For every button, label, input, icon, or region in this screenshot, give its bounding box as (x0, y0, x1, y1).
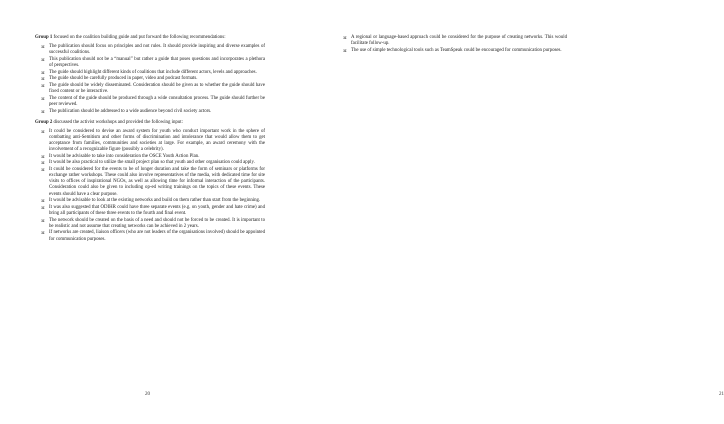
bullet-icon: ⌘ (41, 199, 45, 204)
list-item (41, 204, 265, 217)
list-item (343, 47, 567, 54)
list-item-text: It could be considered for the events to be of longer duration and take the form of seminars or platforms for exchange rather workshops. These could also involve representatives of the media, with dedicated time for site visits to offices of inspirational NGOs, as well as allowing time for informal interaction of the participants. Consideration could also be given to including op-ed writing trainings on the topics of these events. These events should have a clear purpose. (49, 167, 265, 197)
right-page-text-column (337, 35, 567, 59)
bullet-icon: ⌘ (41, 231, 45, 236)
group1-recommendations-list (35, 44, 265, 115)
list-item (41, 108, 265, 115)
list-item (41, 160, 265, 166)
bullet-icon: ⌘ (41, 218, 45, 223)
bullet-icon: ⌘ (41, 109, 45, 114)
list-item-text: The network should be created on the basis of a need and should not be forced to be created. It is important to be realistic and not assume that creating networks can be achieved in 2 years. (49, 217, 265, 229)
list-item-text: The guide should be widely disseminated. Consideration should be given as to whether the guide should have fixed content or be interactive. (49, 83, 265, 95)
bullet-icon: ⌘ (41, 45, 45, 50)
bullet-icon: ⌘ (343, 48, 347, 53)
list-item-text: It was also suggested that ODIHR could have three separate events (e.g. on youth, gender and hate crime) and bring all participants of these three events to the fourth and final event. (49, 204, 265, 216)
bullet-icon: ⌘ (343, 36, 347, 40)
list-item-text: This publication should not be a “manual” but rather a guide that poses questions and incorporates a plethora of perspectives. (49, 56, 265, 68)
page-number-left: 20 (145, 392, 150, 397)
group2-intro-text: discussed the activist workshops and provided the following input: (52, 119, 183, 125)
list-item-text: The publication should be addressed to a wide audience beyond civil society actors. (49, 108, 212, 114)
bullet-icon: ⌘ (41, 129, 45, 134)
list-item-text: It would be advisable to look at the existing networks and build on them rather than start from the beginning. (49, 198, 261, 204)
list-item-text: The guide should highlight different kinds of coalitions that include different actors, levels and approaches. (49, 69, 257, 75)
left-page-text-column (35, 35, 265, 248)
list-item (343, 35, 567, 47)
list-item-text: If networks are created, liaison officers (who are not leaders of the organisations involved) should be appointed for communication purposes. (49, 230, 265, 242)
list-item (41, 69, 265, 76)
bullet-icon: ⌘ (41, 161, 45, 166)
list-item (41, 153, 265, 160)
list-item-text: The publication should focus on principles and not rules. It should provide inspiring and diverse examples of successful coalitions. (49, 44, 265, 56)
list-item (41, 128, 265, 153)
list-item-text: A regional or language-based approach could be considered for the purpose of creating networks. This would facilitate follow-up. (351, 35, 567, 47)
list-item-text: It would be also practical to utilize the small project plan so that youth and other organisation could apply. (49, 160, 255, 166)
bullet-icon: ⌘ (41, 77, 45, 82)
group1-intro-text: focused on the coalition building guide and put forward the following recommendations: (52, 35, 226, 40)
group2-label: Group 2 (35, 119, 53, 125)
list-item-text: It would be advisable to take into consideration the OSCE Youth Action Plan. (49, 153, 200, 159)
list-item (41, 217, 265, 230)
bullet-icon: ⌘ (41, 57, 45, 62)
right-page (300, 0, 724, 424)
bullet-icon: ⌘ (41, 96, 45, 101)
list-item (41, 95, 265, 108)
group1-label: Group 1 (35, 35, 53, 40)
list-item-text: The guide should be carefully produced in paper, video and podcast formats. (49, 76, 198, 82)
group1-intro-paragraph (35, 35, 265, 41)
list-item (41, 44, 265, 56)
bullet-icon: ⌘ (41, 84, 45, 89)
list-item-text: The content of the guide should be produced through a wide consultation process. The guide should further be peer reviewed. (49, 95, 265, 107)
page-number-right: 21 (719, 392, 724, 397)
bullet-icon: ⌘ (41, 70, 45, 75)
list-item (41, 83, 265, 95)
list-item-text: The use of simple technological tools such as TeamSpeak could be encouraged for communication purposes. (351, 47, 562, 53)
right-page-bullet-list (337, 35, 567, 54)
bullet-icon: ⌘ (41, 154, 45, 159)
group2-intro-paragraph (35, 120, 265, 126)
bullet-icon: ⌘ (41, 168, 45, 173)
list-item (41, 230, 265, 242)
list-item (41, 198, 265, 204)
list-item (41, 56, 265, 69)
list-item-text: It could be considered to devise an award system for youth who conduct important work in the sphere of combatting anti-Semitism and other forms of discrimination and intolerance that would allow them to get acceptance from families, communities and societies at large. For example, an award ceremony with the involvement of a recognizable figure (possibly a celebrity). (49, 128, 265, 153)
group2-input-list (35, 129, 265, 243)
list-item (41, 76, 265, 82)
list-item (41, 167, 265, 197)
left-page (0, 0, 300, 424)
bullet-icon: ⌘ (41, 205, 45, 210)
